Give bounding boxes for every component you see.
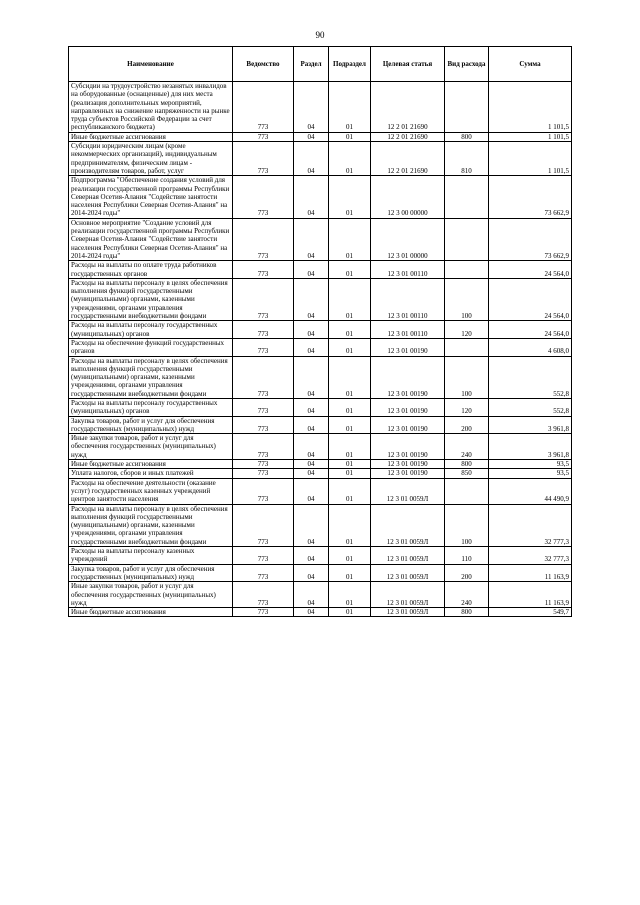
cell-razdel: 04 [294, 608, 329, 617]
header-vedomstvo: Ведомство [233, 47, 294, 82]
cell-razdel: 04 [294, 504, 329, 546]
table-row [69, 434, 572, 460]
cell-podrazdel: 01 [329, 176, 371, 218]
cell-razdel: 04 [294, 82, 329, 133]
cell-name: Субсидии на трудоустройство незанятых инвалидов на оборудованные (оснащенные) для них места (реализация дополнительных мероприятий, направленных на снижение напряженности на рынке труда субъектов Российской Федерации за счет республиканского бюджета) [69, 82, 233, 133]
cell-vedomstvo: 773 [233, 416, 294, 434]
cell-podrazdel: 01 [329, 142, 371, 176]
cell-razdel: 04 [294, 321, 329, 339]
cell-podrazdel: 01 [329, 416, 371, 434]
cell-vid [445, 176, 489, 218]
cell-podrazdel: 01 [329, 582, 371, 608]
header-statya: Целевая статья [371, 47, 445, 82]
cell-vid: 120 [445, 321, 489, 339]
cell-name: Иные закупки товаров, работ и услуг для обеспечения государственных (муниципальных) нужд [69, 582, 233, 608]
cell-vid: 240 [445, 434, 489, 460]
cell-vedomstvo: 773 [233, 564, 294, 582]
table-row [69, 547, 572, 565]
cell-razdel: 04 [294, 278, 329, 320]
cell-podrazdel: 01 [329, 460, 371, 469]
cell-podrazdel: 01 [329, 82, 371, 133]
cell-statya: 12 3 01 00110 [371, 278, 445, 320]
cell-vid: 800 [445, 608, 489, 617]
cell-razdel: 04 [294, 434, 329, 460]
cell-name: Уплата налогов, сборов и иных платежей [69, 469, 233, 478]
cell-name: Закупка товаров, работ и услуг для обеспечения государственных (муниципальных) нужд [69, 564, 233, 582]
cell-statya: 12 3 01 0059Л [371, 478, 445, 504]
cell-razdel: 04 [294, 142, 329, 176]
cell-podrazdel: 01 [329, 564, 371, 582]
cell-summa: 4 608,0 [489, 338, 572, 356]
cell-vedomstvo: 773 [233, 504, 294, 546]
cell-vid: 810 [445, 142, 489, 176]
cell-name: Расходы на выплаты по оплате труда работников государственных органов [69, 261, 233, 279]
cell-statya: 12 3 01 0059Л [371, 547, 445, 565]
table-row [69, 132, 572, 141]
cell-statya: 12 3 01 00190 [371, 416, 445, 434]
cell-vedomstvo: 773 [233, 142, 294, 176]
cell-name: Расходы на выплаты персоналу государственных (муниципальных) органов [69, 321, 233, 339]
cell-vid: 100 [445, 278, 489, 320]
cell-vedomstvo: 773 [233, 261, 294, 279]
cell-statya: 12 2 01 21690 [371, 82, 445, 133]
table-row [69, 416, 572, 434]
table-row [69, 608, 572, 617]
cell-summa: 93,5 [489, 469, 572, 478]
cell-summa: 1 101,5 [489, 132, 572, 141]
cell-razdel: 04 [294, 469, 329, 478]
cell-vedomstvo: 773 [233, 582, 294, 608]
cell-vedomstvo: 773 [233, 356, 294, 398]
cell-statya: 12 3 01 00190 [371, 460, 445, 469]
cell-podrazdel: 01 [329, 504, 371, 546]
table-row [69, 142, 572, 176]
cell-statya: 12 3 01 00000 [371, 218, 445, 260]
cell-statya: 12 3 01 00190 [371, 356, 445, 398]
cell-razdel: 04 [294, 132, 329, 141]
cell-summa: 1 101,5 [489, 142, 572, 176]
cell-statya: 12 3 01 0059Л [371, 564, 445, 582]
cell-summa: 93,5 [489, 460, 572, 469]
cell-name: Иные бюджетные ассигнования [69, 608, 233, 617]
cell-statya: 12 3 01 0059Л [371, 504, 445, 546]
cell-vid: 100 [445, 504, 489, 546]
cell-vid: 200 [445, 564, 489, 582]
page-number: 90 [315, 30, 325, 40]
cell-vid: 100 [445, 356, 489, 398]
table-row [69, 398, 572, 416]
table-row [69, 218, 572, 260]
cell-razdel: 04 [294, 416, 329, 434]
cell-name: Субсидии юридическим лицам (кроме некоммерческих организаций), индивидуальным предпринимателям, физическим лицам - производителям товаров, работ, услуг [69, 142, 233, 176]
cell-statya: 12 3 01 0059Л [371, 582, 445, 608]
cell-name: Расходы на обеспечение функций государственных органов [69, 338, 233, 356]
cell-summa: 3 961,8 [489, 434, 572, 460]
cell-name: Иные закупки товаров, работ и услуг для обеспечения государственных (муниципальных) нужд [69, 434, 233, 460]
cell-razdel: 04 [294, 176, 329, 218]
cell-summa: 3 961,8 [489, 416, 572, 434]
table-row [69, 321, 572, 339]
cell-podrazdel: 01 [329, 398, 371, 416]
cell-razdel: 04 [294, 547, 329, 565]
cell-summa: 24 564,0 [489, 261, 572, 279]
cell-name: Расходы на выплаты персоналу государственных (муниципальных) органов [69, 398, 233, 416]
cell-vedomstvo: 773 [233, 469, 294, 478]
table-row [69, 469, 572, 478]
cell-summa: 552,8 [489, 356, 572, 398]
cell-razdel: 04 [294, 564, 329, 582]
table-row [69, 338, 572, 356]
cell-vedomstvo: 773 [233, 434, 294, 460]
cell-vid: 110 [445, 547, 489, 565]
cell-razdel: 04 [294, 398, 329, 416]
cell-name: Расходы на обеспечение деятельности (оказание услуг) государственных казенных учреждений центров занятости населения [69, 478, 233, 504]
cell-vid [445, 478, 489, 504]
cell-vid [445, 338, 489, 356]
cell-vedomstvo: 773 [233, 218, 294, 260]
cell-podrazdel: 01 [329, 132, 371, 141]
cell-podrazdel: 01 [329, 608, 371, 617]
cell-statya: 12 3 00 00000 [371, 176, 445, 218]
table-row [69, 564, 572, 582]
cell-vid [445, 82, 489, 133]
cell-vedomstvo: 773 [233, 338, 294, 356]
cell-podrazdel: 01 [329, 278, 371, 320]
table-row [69, 504, 572, 546]
cell-razdel: 04 [294, 261, 329, 279]
cell-name: Основное мероприятие "Создание условий для реализации государственной программы Республики Северная Осетия-Алания "Содействие занятости населения Республики Северная Осетия-Алания" на 2014-2024 годы" [69, 218, 233, 260]
cell-summa: 24 564,0 [489, 278, 572, 320]
cell-summa: 73 662,9 [489, 218, 572, 260]
table-row [69, 82, 572, 133]
cell-vedomstvo: 773 [233, 460, 294, 469]
cell-podrazdel: 01 [329, 434, 371, 460]
cell-summa: 32 777,3 [489, 504, 572, 546]
cell-statya: 12 2 01 21690 [371, 132, 445, 141]
cell-summa: 32 777,3 [489, 547, 572, 565]
cell-name: Иные бюджетные ассигнования [69, 460, 233, 469]
cell-podrazdel: 01 [329, 338, 371, 356]
cell-vid: 200 [445, 416, 489, 434]
cell-summa: 1 101,5 [489, 82, 572, 133]
table-row [69, 278, 572, 320]
cell-vedomstvo: 773 [233, 608, 294, 617]
cell-name: Расходы на выплаты персоналу в целях обеспечения выполнения функций государственными (муниципальными) органами, казенными учреждениями, органами управления государственными внебюджетными фондами [69, 356, 233, 398]
cell-summa: 549,7 [489, 608, 572, 617]
table-row [69, 261, 572, 279]
cell-statya: 12 3 01 00190 [371, 398, 445, 416]
cell-summa: 73 662,9 [489, 176, 572, 218]
cell-vid: 800 [445, 132, 489, 141]
budget-table [68, 46, 572, 617]
table-row [69, 356, 572, 398]
cell-vedomstvo: 773 [233, 547, 294, 565]
cell-summa: 44 490,9 [489, 478, 572, 504]
cell-summa: 11 163,9 [489, 582, 572, 608]
header-vid: Вид расхода [445, 47, 489, 82]
cell-vedomstvo: 773 [233, 278, 294, 320]
cell-vedomstvo: 773 [233, 398, 294, 416]
cell-vid: 800 [445, 460, 489, 469]
cell-summa: 552,8 [489, 398, 572, 416]
cell-statya: 12 3 01 00110 [371, 321, 445, 339]
cell-statya: 12 3 01 00190 [371, 469, 445, 478]
cell-podrazdel: 01 [329, 218, 371, 260]
header-razdel: Раздел [294, 47, 329, 82]
table-row [69, 460, 572, 469]
cell-vid: 120 [445, 398, 489, 416]
cell-statya: 12 3 01 00190 [371, 338, 445, 356]
cell-name: Расходы на выплаты персоналу в целях обеспечения выполнения функций государственными (муниципальными) органами, казенными учреждениями, органами управления государственными внебюджетными фондами [69, 278, 233, 320]
cell-vid [445, 218, 489, 260]
cell-podrazdel: 01 [329, 261, 371, 279]
cell-razdel: 04 [294, 218, 329, 260]
cell-statya: 12 3 01 00190 [371, 434, 445, 460]
cell-podrazdel: 01 [329, 478, 371, 504]
cell-name: Подпрограмма "Обеспечение создания условий для реализации государственной программы Республики Северная Осетия-Алания "Содействие занятости населения Республики Северная Осетия-Алания" на 2014-2024 годы" [69, 176, 233, 218]
header-name: Наименование [69, 47, 233, 82]
cell-podrazdel: 01 [329, 356, 371, 398]
header-summa: Сумма [489, 47, 572, 82]
cell-vedomstvo: 773 [233, 321, 294, 339]
table-header-row [69, 47, 572, 82]
cell-vedomstvo: 773 [233, 478, 294, 504]
cell-vid [445, 261, 489, 279]
cell-razdel: 04 [294, 338, 329, 356]
cell-statya: 12 3 01 00110 [371, 261, 445, 279]
cell-summa: 11 163,9 [489, 564, 572, 582]
cell-statya: 12 2 01 21690 [371, 142, 445, 176]
table-row [69, 176, 572, 218]
cell-razdel: 04 [294, 582, 329, 608]
cell-name: Расходы на выплаты персоналу казенных учреждений [69, 547, 233, 565]
table-row [69, 478, 572, 504]
cell-podrazdel: 01 [329, 547, 371, 565]
table-row [69, 582, 572, 608]
cell-vid: 240 [445, 582, 489, 608]
cell-razdel: 04 [294, 356, 329, 398]
cell-name: Иные бюджетные ассигнования [69, 132, 233, 141]
cell-statya: 12 3 01 0059Л [371, 608, 445, 617]
cell-summa: 24 564,0 [489, 321, 572, 339]
cell-vedomstvo: 773 [233, 176, 294, 218]
cell-name: Закупка товаров, работ и услуг для обеспечения государственных (муниципальных) нужд [69, 416, 233, 434]
cell-vid: 850 [445, 469, 489, 478]
cell-name: Расходы на выплаты персоналу в целях обеспечения выполнения функций государственными (муниципальными) органами, казенными учреждениями, органами управления государственными внебюджетными фондами [69, 504, 233, 546]
cell-razdel: 04 [294, 460, 329, 469]
cell-vedomstvo: 773 [233, 82, 294, 133]
cell-podrazdel: 01 [329, 469, 371, 478]
cell-podrazdel: 01 [329, 321, 371, 339]
cell-vedomstvo: 773 [233, 132, 294, 141]
header-podrazdel: Подраздел [329, 47, 371, 82]
cell-razdel: 04 [294, 478, 329, 504]
